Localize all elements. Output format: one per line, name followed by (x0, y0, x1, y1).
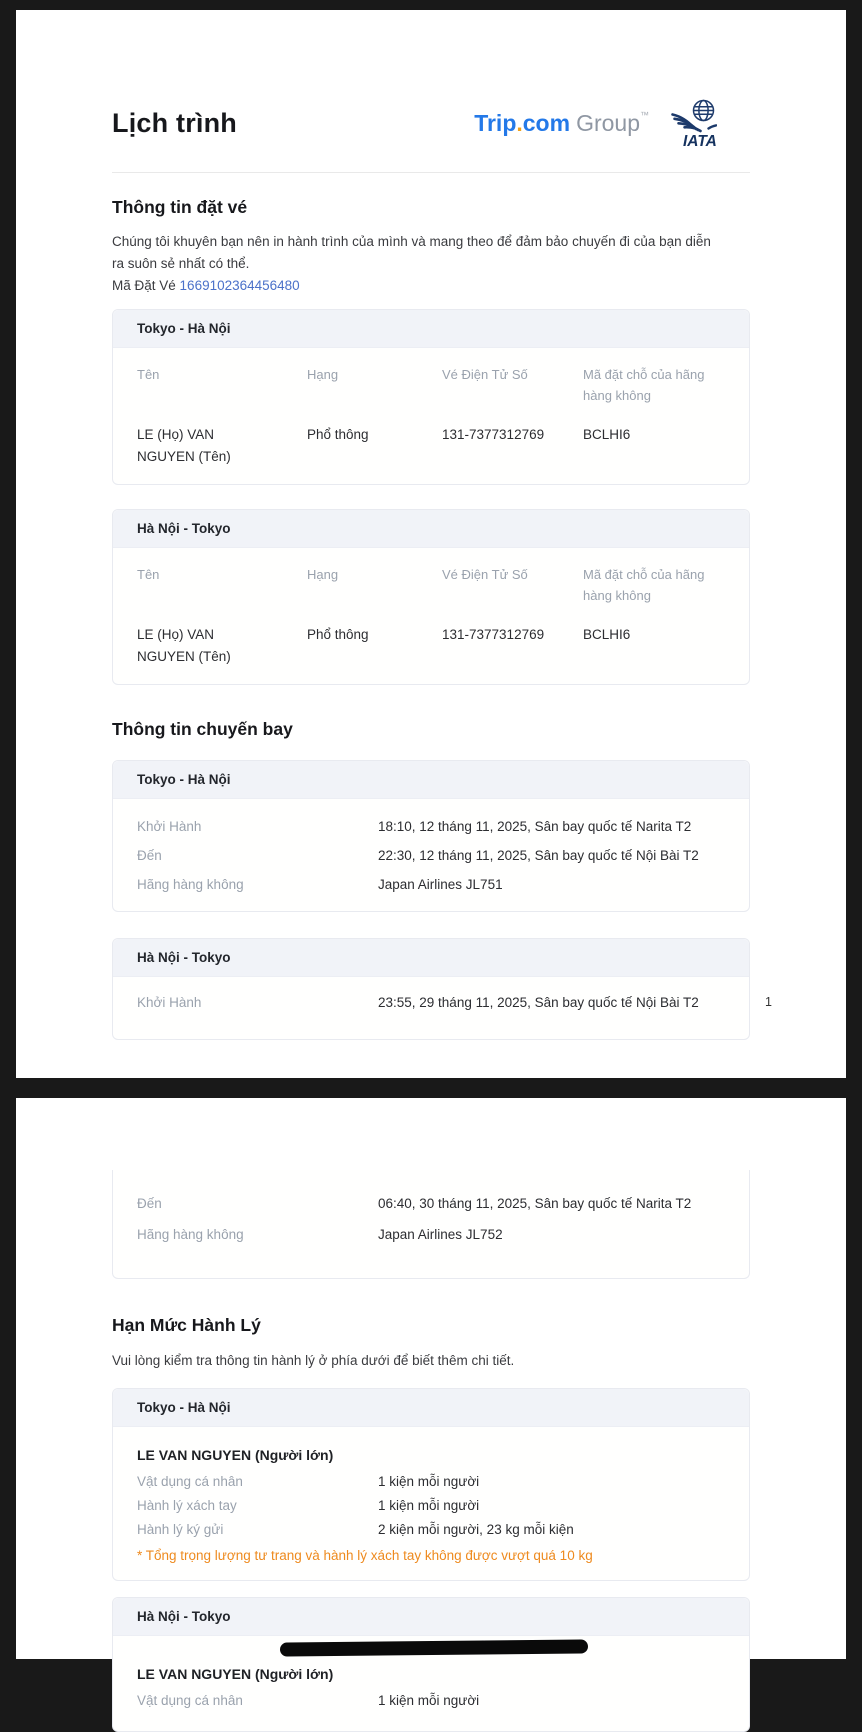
flight-detail-row (137, 819, 725, 835)
baggage-note-text: Vui lòng kiểm tra thông tin hành lý ở phía dưới để biết thêm chi tiết. (112, 1353, 515, 1368)
personal-item-label: Vật dụng cá nhân (137, 1474, 243, 1489)
flight-card-return-continued (112, 1170, 750, 1279)
baggage-row (137, 1692, 725, 1709)
departure-value: 18:10, 12 tháng 11, 2025, Sân bay quốc tế Narita T2 (378, 819, 692, 834)
tripcom-logo-trip: Trip (474, 109, 517, 136)
airline-value: Japan Airlines JL751 (378, 877, 503, 892)
personal-item-value: 1 kiện mỗi người (378, 1474, 480, 1489)
cabin-class-cell: Phổ thông (307, 427, 369, 442)
booking-code-line (112, 278, 750, 293)
booking-advice-text: Chúng tôi khuyên bạn nên in hành trình của mình và mang theo để đảm bảo chuyến đi của bạn diễn ra suôn sẻ nhất có thể. (112, 234, 711, 271)
flight-detail-row (137, 995, 725, 1011)
cabin-class-cell: Phổ thông (307, 627, 369, 642)
baggage-card-return (112, 1597, 750, 1732)
booking-section-heading: Thông tin đặt vé (112, 197, 248, 217)
baggage-weight-warning: * Tổng trọng lượng tư trang và hành lý xách tay không được vượt quá 10 kg (137, 1548, 593, 1563)
passenger-table-card-return (112, 509, 750, 685)
column-header-class: Hạng (307, 567, 339, 582)
flight-detail-row (137, 1196, 725, 1212)
route-header: Hà Nội - Tokyo (113, 939, 749, 977)
pdf-page-1 (16, 10, 846, 1078)
passenger-name-cell: LE (Họ) VAN NGUYEN (Tên) (137, 627, 231, 664)
personal-item-value: 1 kiện mỗi người (378, 1693, 480, 1708)
header-divider (112, 172, 750, 173)
column-header-name: Tên (137, 367, 160, 382)
tripcom-logo-dot: . (516, 109, 523, 136)
airline-label: Hãng hàng không (137, 1227, 244, 1242)
departure-label: Khởi Hành (137, 995, 202, 1010)
departure-label: Khởi Hành (137, 819, 202, 834)
page-title: Lịch trình (112, 107, 237, 138)
pnr-code-cell: BCLHI6 (583, 427, 631, 442)
passenger-table-card-outbound (112, 309, 750, 485)
flight-detail-row (137, 877, 725, 893)
flight-section-heading: Thông tin chuyến bay (112, 719, 293, 739)
eticket-number-cell: 131-7377312769 (442, 627, 545, 642)
route-header: Tokyo - Hà Nội (113, 1389, 749, 1427)
iata-logo-text: IATA (683, 133, 717, 148)
airline-label: Hãng hàng không (137, 877, 244, 892)
arrival-value: 22:30, 12 tháng 11, 2025, Sân bay quốc tế Nội Bài T2 (378, 848, 699, 863)
checked-baggage-value: 2 kiện mỗi người, 23 kg mỗi kiện (378, 1522, 574, 1537)
brand-logos (474, 98, 717, 148)
baggage-row (137, 1473, 725, 1490)
carry-on-label: Hành lý xách tay (137, 1498, 237, 1513)
column-header-class: Hạng (307, 367, 339, 382)
tripcom-logo-com: com (522, 109, 571, 136)
route-header: Hà Nội - Tokyo (113, 510, 749, 548)
baggage-row (137, 1521, 725, 1538)
departure-value: 23:55, 29 tháng 11, 2025, Sân bay quốc tế Nội Bài T2 (378, 995, 699, 1010)
checked-baggage-label: Hành lý ký gửi (137, 1522, 224, 1537)
column-header-pnr: Mã đặt chỗ của hãng hàng không (583, 567, 705, 603)
route-header: Tokyo - Hà Nội (113, 761, 749, 799)
baggage-section-heading: Hạn Mức Hành Lý (112, 1315, 261, 1335)
tripcom-logo-group: Group (576, 109, 640, 136)
personal-item-label: Vật dụng cá nhân (137, 1693, 243, 1708)
page-number: 1 (765, 995, 772, 1009)
carry-on-value: 1 kiện mỗi người (378, 1498, 480, 1513)
passenger-name-cell: LE (Họ) VAN NGUYEN (Tên) (137, 427, 231, 464)
document-header (112, 98, 750, 148)
passenger-table (137, 364, 725, 468)
airline-value: Japan Airlines JL752 (378, 1227, 503, 1242)
booking-code-link[interactable]: 1669102364456480 (179, 278, 300, 293)
tripcom-group-logo (474, 110, 649, 137)
arrival-label: Đến (137, 1196, 162, 1211)
flight-card-outbound (112, 760, 750, 912)
arrival-value: 06:40, 30 tháng 11, 2025, Sân bay quốc tế Narita T2 (378, 1196, 692, 1211)
column-header-pnr: Mã đặt chỗ của hãng hàng không (583, 367, 705, 403)
route-header: Tokyo - Hà Nội (113, 310, 749, 348)
column-header-name: Tên (137, 567, 160, 582)
baggage-row (137, 1497, 725, 1514)
column-header-eticket: Vé Điện Tử Số (442, 567, 528, 582)
eticket-number-cell: 131-7377312769 (442, 427, 545, 442)
pdf-page-2 (16, 1098, 846, 1708)
column-header-eticket: Vé Điện Tử Số (442, 367, 528, 382)
arrival-label: Đến (137, 848, 162, 863)
trademark-symbol: ™ (640, 109, 649, 120)
pnr-code-cell: BCLHI6 (583, 627, 631, 642)
passenger-table (137, 564, 725, 668)
flight-card-return (112, 938, 750, 1040)
flight-detail-row (137, 1227, 725, 1243)
baggage-card-outbound (112, 1388, 750, 1581)
baggage-passenger-name: LE VAN NGUYEN (Người lớn) (137, 1666, 334, 1682)
booking-code-label: Mã Đặt Vé (112, 278, 176, 293)
baggage-passenger-name: LE VAN NGUYEN (Người lớn) (137, 1447, 334, 1463)
flight-detail-row (137, 848, 725, 864)
route-header: Hà Nội - Tokyo (113, 1598, 749, 1636)
iata-logo-icon (671, 98, 717, 148)
